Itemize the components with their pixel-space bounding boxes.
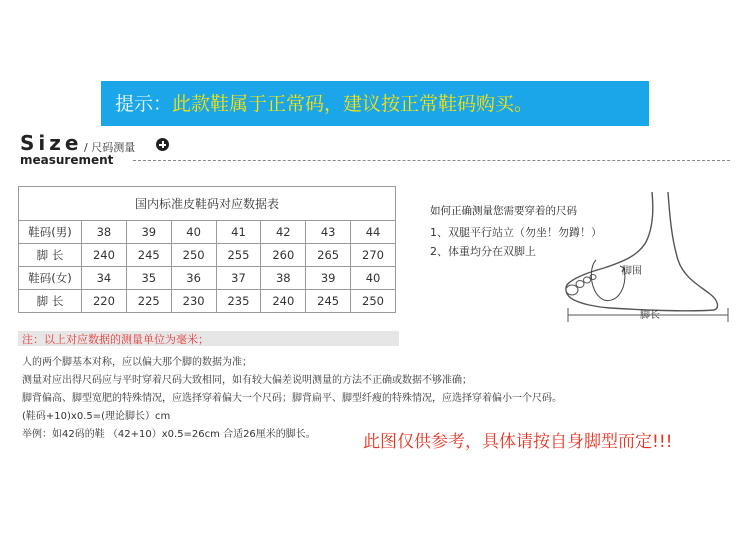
tip-text xyxy=(115,89,533,116)
size-subtitle: / 尺码测量 xyxy=(84,141,136,154)
table-title: 国内标准皮鞋码对应数据表 xyxy=(19,187,396,221)
instruction-line: 人的两个脚基本对称，应以偏大那个脚的数据为准； xyxy=(22,357,252,368)
unit-note: 注：以上对应数据的测量单位为毫米； xyxy=(22,333,209,346)
table-cell: 255 xyxy=(216,244,261,267)
table-row xyxy=(19,221,396,244)
guide-step: 1、双腿平行站立（勿坐！勿蹲！） xyxy=(430,226,602,239)
table-cell: 34 xyxy=(82,267,127,290)
table-cell: 230 xyxy=(171,290,216,313)
tip-label: 提示： xyxy=(115,93,173,115)
table-cell: 44 xyxy=(351,221,396,244)
row-header: 鞋码(男) xyxy=(19,221,82,244)
table-cell: 250 xyxy=(171,244,216,267)
table-row xyxy=(19,244,396,267)
table-cell: 220 xyxy=(82,290,127,313)
guide-title: 如何正确测量您需要穿着的尺码 xyxy=(430,205,577,217)
size-title: Size xyxy=(20,131,83,155)
table-cell: 245 xyxy=(126,244,171,267)
reference-note: 此图仅供参考，具体请按自身脚型而定!!! xyxy=(363,432,673,452)
table-row xyxy=(19,290,396,313)
table-cell: 265 xyxy=(306,244,351,267)
table-cell: 35 xyxy=(126,267,171,290)
table-row xyxy=(19,267,396,290)
table-cell: 245 xyxy=(306,290,351,313)
table-cell: 36 xyxy=(171,267,216,290)
size-chart-table xyxy=(18,186,396,313)
instruction-line: 测量对应出得尺码应与平时穿着尺码大致相同，如有较大偏差说明测量的方法不正确或数据不够准确； xyxy=(22,375,472,386)
foot-outline xyxy=(566,192,718,311)
table-cell: 250 xyxy=(351,290,396,313)
table-cell: 41 xyxy=(216,221,261,244)
table-cell: 240 xyxy=(261,290,306,313)
dashed-divider xyxy=(133,160,730,161)
table-cell: 42 xyxy=(261,221,306,244)
table-cell: 260 xyxy=(261,244,306,267)
toe-icon xyxy=(584,277,591,283)
unit-note-bar xyxy=(18,331,399,346)
instruction-line: (鞋码+10)x0.5=(理论脚长）cm xyxy=(22,411,171,422)
instruction-line: 脚背偏高、脚型宽肥的特殊情况，应选择穿着偏大一个尺码；脚背扁平、脚型纤瘦的特殊情况，应选择穿着偏小一个尺码。 xyxy=(22,393,562,404)
foot-diagram xyxy=(560,190,735,325)
table-cell: 38 xyxy=(82,221,127,244)
table-cell: 40 xyxy=(171,221,216,244)
tip-banner xyxy=(101,81,649,126)
table-cell: 40 xyxy=(351,267,396,290)
girth-label: 脚围 xyxy=(622,266,642,277)
guide-step: 2、体重均分在双脚上 xyxy=(430,245,536,258)
table-cell: 38 xyxy=(261,267,306,290)
table-cell: 39 xyxy=(306,267,351,290)
measurement-label: measurement xyxy=(20,153,114,167)
table-cell: 39 xyxy=(126,221,171,244)
toe-icon xyxy=(576,281,584,288)
instruction-line: 举例：如42码的鞋 （42+10）x0.5=26cm 合适26厘米的脚长。 xyxy=(22,429,316,440)
length-label: 脚长 xyxy=(640,310,660,321)
table-cell: 240 xyxy=(82,244,127,267)
tip-message: 此款鞋属于正常码，建议按正常鞋码购买。 xyxy=(172,93,534,115)
table-cell: 270 xyxy=(351,244,396,267)
table-cell: 43 xyxy=(306,221,351,244)
toe-icon xyxy=(566,285,578,295)
plus-icon xyxy=(156,138,169,151)
row-header: 脚 长 xyxy=(19,290,82,313)
table-cell: 235 xyxy=(216,290,261,313)
table-cell: 225 xyxy=(126,290,171,313)
table-cell: 37 xyxy=(216,267,261,290)
table-title-row xyxy=(19,187,396,221)
row-header: 鞋码(女) xyxy=(19,267,82,290)
row-header: 脚 长 xyxy=(19,244,82,267)
